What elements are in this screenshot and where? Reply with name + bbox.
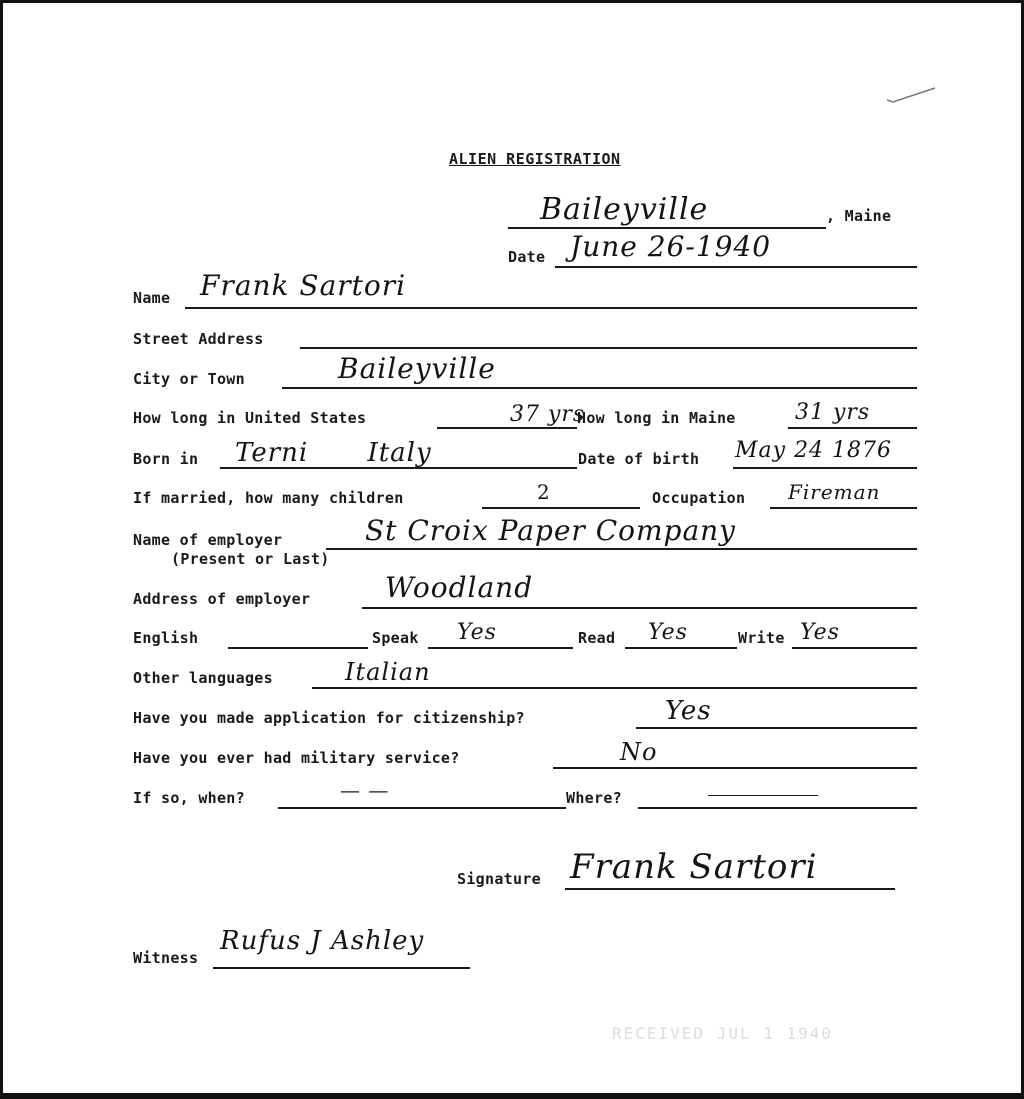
english-line bbox=[228, 647, 368, 649]
other-languages-line bbox=[312, 687, 917, 689]
employer-address-entry: Woodland bbox=[385, 571, 534, 604]
how-long-me-label: How long in Maine bbox=[577, 409, 736, 427]
years-us-entry: 37 yrs bbox=[510, 402, 586, 427]
street-label: Street Address bbox=[133, 330, 264, 348]
speak-entry: Yes bbox=[457, 620, 497, 645]
years-me-entry: 31 yrs bbox=[795, 400, 871, 425]
write-entry: Yes bbox=[800, 620, 840, 645]
speak-label: Speak bbox=[372, 629, 419, 647]
children-entry: 2 bbox=[537, 480, 551, 504]
employer-address-label: Address of employer bbox=[133, 590, 311, 608]
citizenship-line bbox=[636, 727, 917, 729]
employer-entry: St Croix Paper Company bbox=[365, 514, 737, 547]
children-line bbox=[482, 507, 640, 509]
employer-sub-label: (Present or Last) bbox=[171, 550, 330, 568]
other-languages-label: Other languages bbox=[133, 669, 273, 687]
date-entry: June 26-1940 bbox=[570, 230, 772, 263]
check-mark bbox=[885, 84, 937, 106]
witness-label: Witness bbox=[133, 949, 199, 967]
english-label: English bbox=[133, 629, 199, 647]
state-label: , Maine bbox=[826, 207, 892, 225]
witness-line bbox=[213, 967, 470, 969]
employer-address-line bbox=[362, 607, 917, 609]
military-entry: No bbox=[620, 738, 658, 766]
military-label: Have you ever had military service? bbox=[133, 749, 460, 767]
born-entry: Terni Italy bbox=[235, 438, 432, 468]
city-line bbox=[282, 387, 917, 389]
city-entry: Baileyville bbox=[338, 352, 496, 385]
citizenship-entry: Yes bbox=[665, 696, 712, 726]
dob-entry: May 24 1876 bbox=[735, 438, 893, 463]
read-entry: Yes bbox=[648, 620, 688, 645]
children-label: If married, how many children bbox=[133, 489, 404, 507]
occupation-label: Occupation bbox=[652, 489, 746, 507]
employer-line bbox=[326, 548, 917, 550]
date-line bbox=[555, 266, 917, 268]
town-entry: Baileyville bbox=[540, 192, 709, 227]
citizenship-label: Have you made application for citizenship? bbox=[133, 709, 525, 727]
read-label: Read bbox=[578, 629, 616, 647]
where-line bbox=[638, 807, 917, 809]
name-line bbox=[185, 307, 917, 309]
write-line bbox=[792, 647, 917, 649]
write-label: Write bbox=[738, 629, 785, 647]
how-long-us-label: How long in United States bbox=[133, 409, 367, 427]
when-entry: — — bbox=[340, 778, 390, 802]
dob-label: Date of birth bbox=[578, 450, 700, 468]
town-line bbox=[508, 227, 826, 229]
where-dash bbox=[708, 795, 818, 796]
speak-line bbox=[428, 647, 573, 649]
years-me-line bbox=[788, 427, 917, 429]
name-entry: Frank Sartori bbox=[200, 269, 407, 302]
witness-entry: Rufus J Ashley bbox=[220, 926, 425, 956]
form-title: ALIEN REGISTRATION bbox=[449, 150, 621, 168]
years-us-line bbox=[437, 427, 577, 429]
military-line bbox=[553, 767, 917, 769]
date-label: Date bbox=[508, 248, 546, 266]
signature-line bbox=[565, 888, 895, 890]
where-label: Where? bbox=[566, 789, 622, 807]
if-so-label: If so, when? bbox=[133, 789, 245, 807]
received-stamp: RECEIVED JUL 1 1940 bbox=[612, 1024, 834, 1043]
occupation-entry: Fireman bbox=[788, 480, 881, 504]
signature-label: Signature bbox=[457, 870, 541, 888]
born-line bbox=[220, 467, 577, 469]
other-languages-entry: Italian bbox=[345, 658, 431, 686]
read-line bbox=[625, 647, 737, 649]
occupation-line bbox=[770, 507, 917, 509]
dob-line bbox=[733, 467, 917, 469]
when-line bbox=[278, 807, 566, 809]
city-label: City or Town bbox=[133, 370, 245, 388]
signature-entry: Frank Sartori bbox=[570, 847, 818, 887]
name-label: Name bbox=[133, 289, 171, 307]
employer-label: Name of employer bbox=[133, 531, 283, 549]
born-label: Born in bbox=[133, 450, 199, 468]
street-line bbox=[300, 347, 917, 349]
